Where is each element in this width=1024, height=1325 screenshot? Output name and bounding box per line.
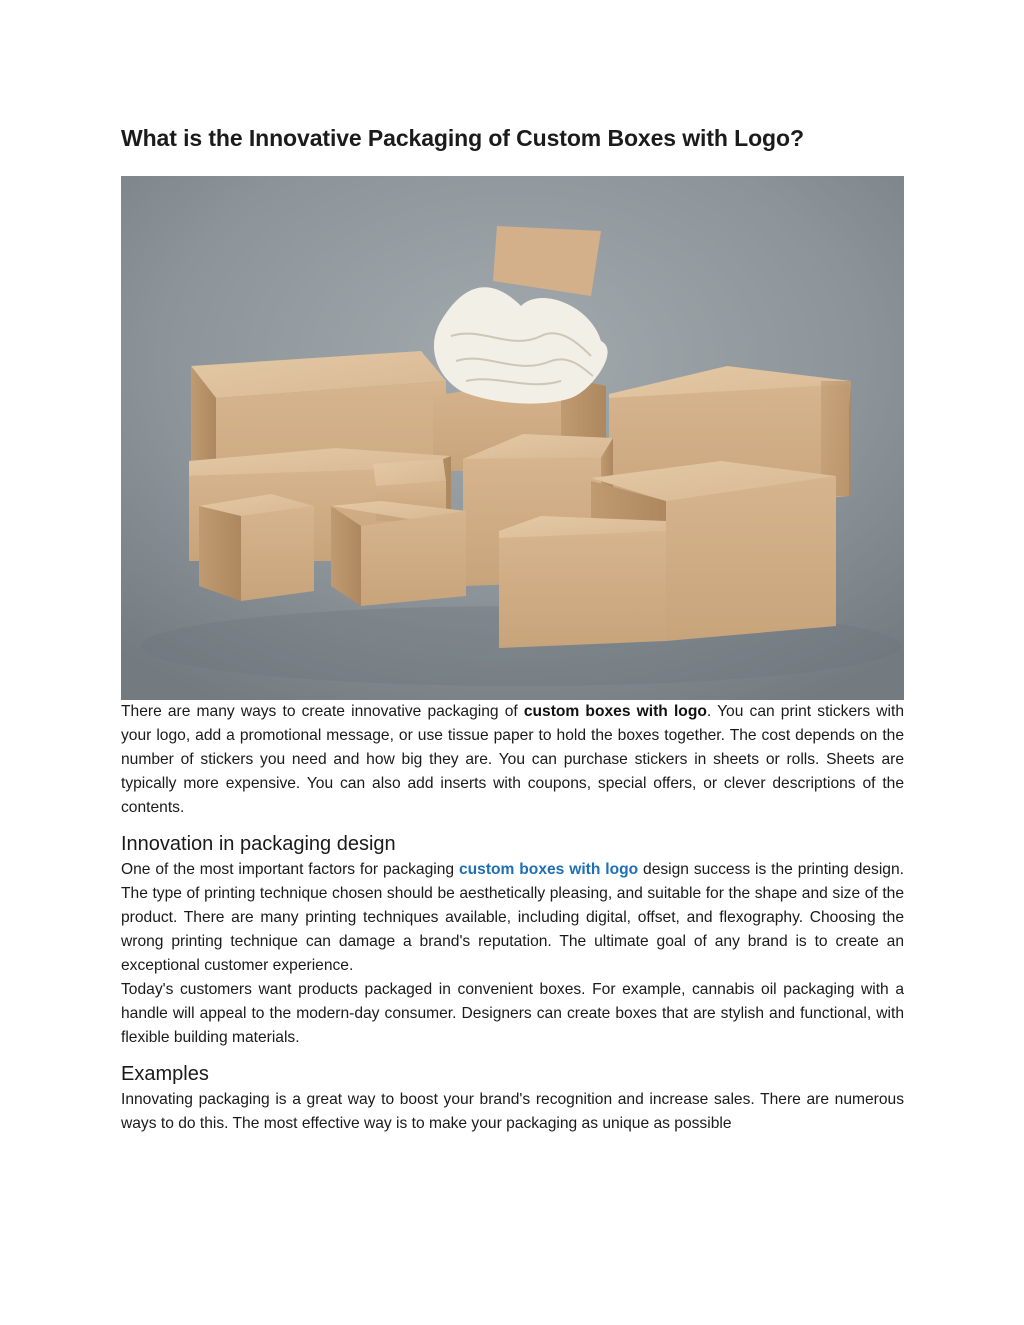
- paragraph-printing: [121, 858, 904, 978]
- heading-innovation: Innovation in packaging design: [121, 833, 396, 855]
- paragraph-examples: Innovating packaging is a great way to boost your brand's recognition and increase sales. There are numerous ways to do this. The most effective way is to make your packaging as unique as possible: [121, 1091, 904, 1132]
- page-title: What is the Innovative Packaging of Custom Boxes with Logo?: [121, 125, 804, 151]
- paragraph-printing-text-start: One of the most important factors for packaging: [121, 861, 459, 878]
- heading-examples: Examples: [121, 1063, 209, 1085]
- box-front-bottom: [499, 516, 666, 648]
- paragraph-printing-text-end: design success is the printing design. The type of printing technique chosen should be aesthetically pleasing, and suitable for the shape and size of the product. There are many printing techniques available, including digital, offset, and flexography. Choosing the wrong printing technique can damage a brand's reputation. The ultimate goal of any brand is to create an exceptional customer experience.: [121, 861, 904, 974]
- document-page: [121, 118, 904, 1136]
- paragraph-intro: [121, 700, 904, 820]
- boxes-photo: [121, 176, 904, 700]
- custom-boxes-link[interactable]: custom boxes with logo: [458, 861, 639, 878]
- keyword-custom-boxes: custom boxes with logo: [523, 703, 707, 720]
- paragraph-customers: Today's customers want products packaged in convenient boxes. For example, cannabis oil packaging with a handle will appeal to the modern-day consumer. Designers can create boxes that are stylish and functional, with flexible building materials.: [121, 981, 904, 1046]
- box-front-left: [199, 494, 314, 601]
- paragraph-intro-text-end: . You can print stickers with your logo, add a promotional message, or use tissue paper to hold the boxes together. The cost depends on the number of stickers you need and how big they are. You can purchase stickers in sheets or rolls. Sheets are typically more expensive. You can also add inserts with coupons, special offers, or clever descriptions of the contents.: [121, 703, 904, 816]
- paragraph-intro-text-start: There are many ways to create innovative packaging of: [121, 703, 524, 720]
